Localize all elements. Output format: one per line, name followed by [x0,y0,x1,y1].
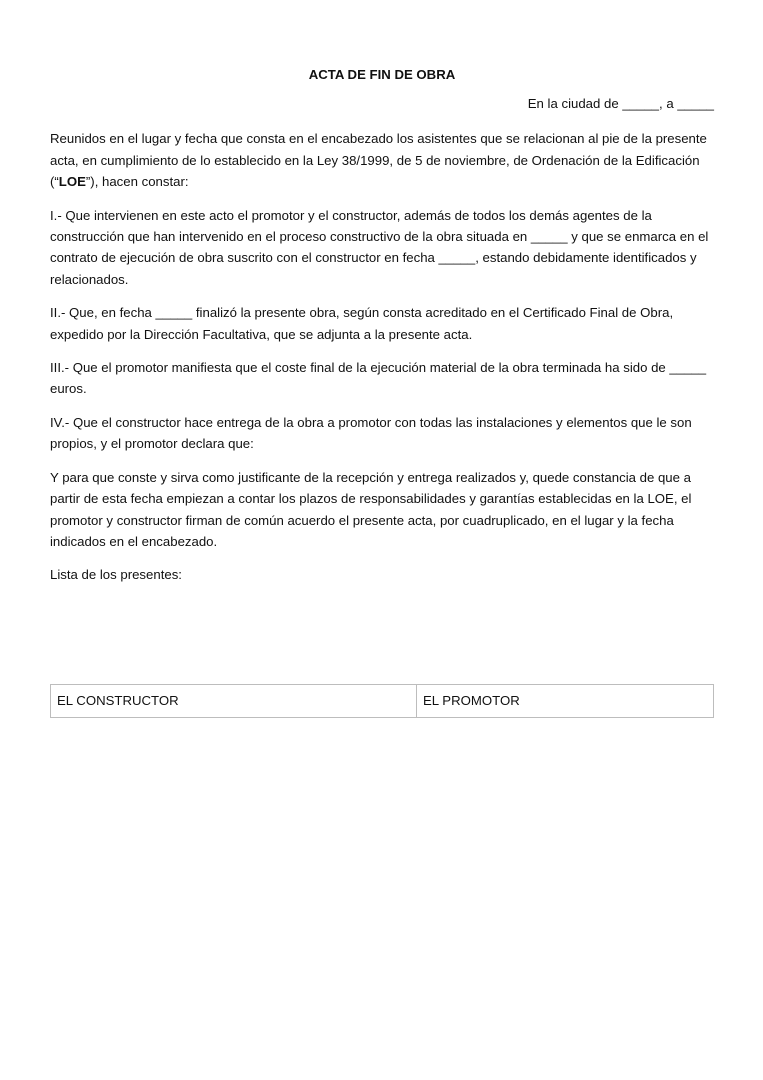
clause-3: III.- Que el promotor manifiesta que el coste final de la ejecución material de la obra terminada ha sido de _____ euros. [50,360,707,397]
intro-text-start: Reunidos en el lugar y fecha que consta en el encabezado los asistentes que se relacionan al pie de la presente acta, en cumplimiento de lo establecido en la Ley 38/1999, de 5 de noviembre, de Ordenación de la Edificación (“ [50,131,707,190]
place-date-line: En la ciudad de _____, a _____ [527,96,714,111]
clause-1: I.- Que intervienen en este acto el promotor y el constructor, además de todos los demás agentes de la construcción que han intervenido en el proceso constructivo de la obra situada en _____ y que se enmarca en el contrato de ejecución de obra suscrito con el constructor en fecha _____, estando debidamente identificados y relacionados. [50,207,709,287]
loe-abbreviation: LOE [58,174,86,190]
clause-2: II.- Que, en fecha _____ finalizó la presente obra, según consta acreditado en el Certificado Final de Obra, expedido por la Dirección Facultativa, que se adjunta a la presente acta. [50,305,674,342]
attendees-label: Lista de los presentes: [50,567,182,583]
intro-paragraph [50,128,714,192]
signature-table [50,684,714,718]
closing-paragraph: Y para que conste y sirva como justificante de la recepción y entrega realizados y, quede constancia de que a partir de esta fecha empiezan a contar los plazos de responsabilidades y garantías establecidas en la LOE, el promotor y constructor firman de común acuerdo el presente acta, por cuadruplicado, en el lugar y la fecha indicados en el encabezado. [50,469,692,549]
constructor-signature-cell: EL CONSTRUCTOR [51,685,417,718]
signature-row [51,685,714,718]
promotor-signature-cell: EL PROMOTOR [417,685,714,718]
document-body [50,64,714,586]
intro-text-end: ”), hacen constar: [85,174,189,190]
document-title: ACTA DE FIN DE OBRA [308,67,456,82]
clause-4: IV.- Que el constructor hace entrega de la obra a promotor con todas las instalaciones y elementos que le son propios, y el promotor declara que: [50,414,692,452]
